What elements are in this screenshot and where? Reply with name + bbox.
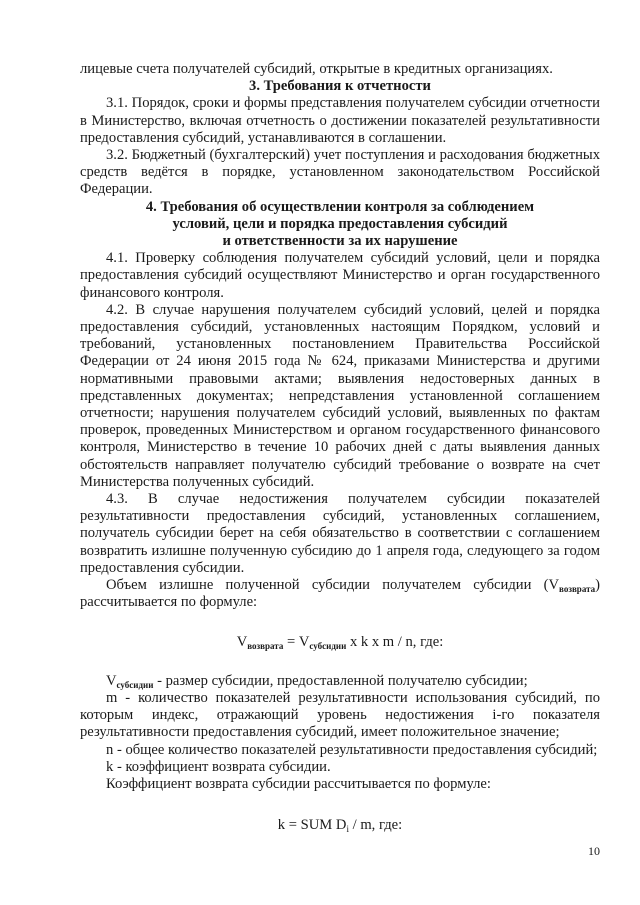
paragraph-volume-intro: Объем излишне полученной субсидии получателем субсидии $(V_{возврата})$ рассчитывается по формуле: [80,577,600,611]
formula-k: k = SUM $D_i$ / m, где: [277,817,403,835]
section-4-heading-line1: 4. Требования об осуществлении контроля за соблюдением [145,198,535,215]
section-4-heading-line3: и ответственности за их нарушение [222,233,458,250]
coefficient-intro: Коэффициент возврата субсидии рассчитывается по формуле: [106,775,491,792]
formula-v-return: $V_{возврата} = V_{субсидии}$ x k x m / n, где: [236,633,444,651]
intro-line: лицевые счета получателей субсидий, открытые в кредитных организациях. [80,61,553,77]
paragraph-3-2: 3.2. Бюджетный (бухгалтерский) учет поступления и расходования бюджетных средств ведётся в порядке, установленном законодательством Российской Федерации. [80,147,600,198]
paragraph-4-3: 4.3. В случае недостижения получателем субсидии показателей результативности предоставления субсидий, установленных соглашением, получатель субсидии берет на себя обязательство в соответствии с соглашением возвратить излишне полученную субсидию до 1 апреля года, следующего за годом предоставления субсидии. [80,491,600,576]
paragraph-4-2: 4.2. В случае нарушения получателем субсидий условий, целей и порядка предоставления субсидий, установленных настоящим Порядком, условий и требований, установленных постановлением Правительства Российской Федерации от 24 июня 2015 года № 624, приказами Министерства и другими нормативными правовыми актами; выявления недостоверных данных в представленных документах; непредставления установленной соглашением отчетности; нарушения получателем субсидий условий, выявленных по фактам проверок, проведенных Министерством и органом государственного финансового контроля, Министерство в течение 10 рабочих дней с даты выявления данных обстоятельств направляет получателю субсидий требование о возврате на счет Министерства полученных субсидий. [80,301,600,490]
definition-n: n - общее количество показателей результативности предоставления субсидий; [106,741,598,758]
definition-m: m - количество показателей результативности использования субсидий, по которым индекс, отражающий уровень недостижения i-го показателя результативности предоставления субсидий, имеет положительное значение; [80,689,600,741]
paragraph-4-1: 4.1. Проверку соблюдения получателем субсидий условий, цели и порядка предоставления субсидий осуществляют Министерство и орган государственного финансового контроля. [80,250,600,301]
page-number: 10 [588,844,600,858]
section-4-heading-line2: условий, цели и порядка предоставления субсидий [172,215,508,232]
paragraph-3-1: 3.1. Порядок, сроки и формы представления получателем субсидии отчетности в Министерство, включая отчетность о достижении показателей результативности предоставления субсидий, устанавливаются в соглашении. [80,95,600,146]
v-return-subscript: возврата [559,584,596,595]
section-3-heading: 3. Требования к отчетности [249,78,431,95]
definition-k: k - коэффициент возврата субсидии. [106,758,331,775]
definition-v-subsidy: $V_{субсидии}$ - размер субсидии, предоставленной получателю субсидии; [106,672,528,690]
